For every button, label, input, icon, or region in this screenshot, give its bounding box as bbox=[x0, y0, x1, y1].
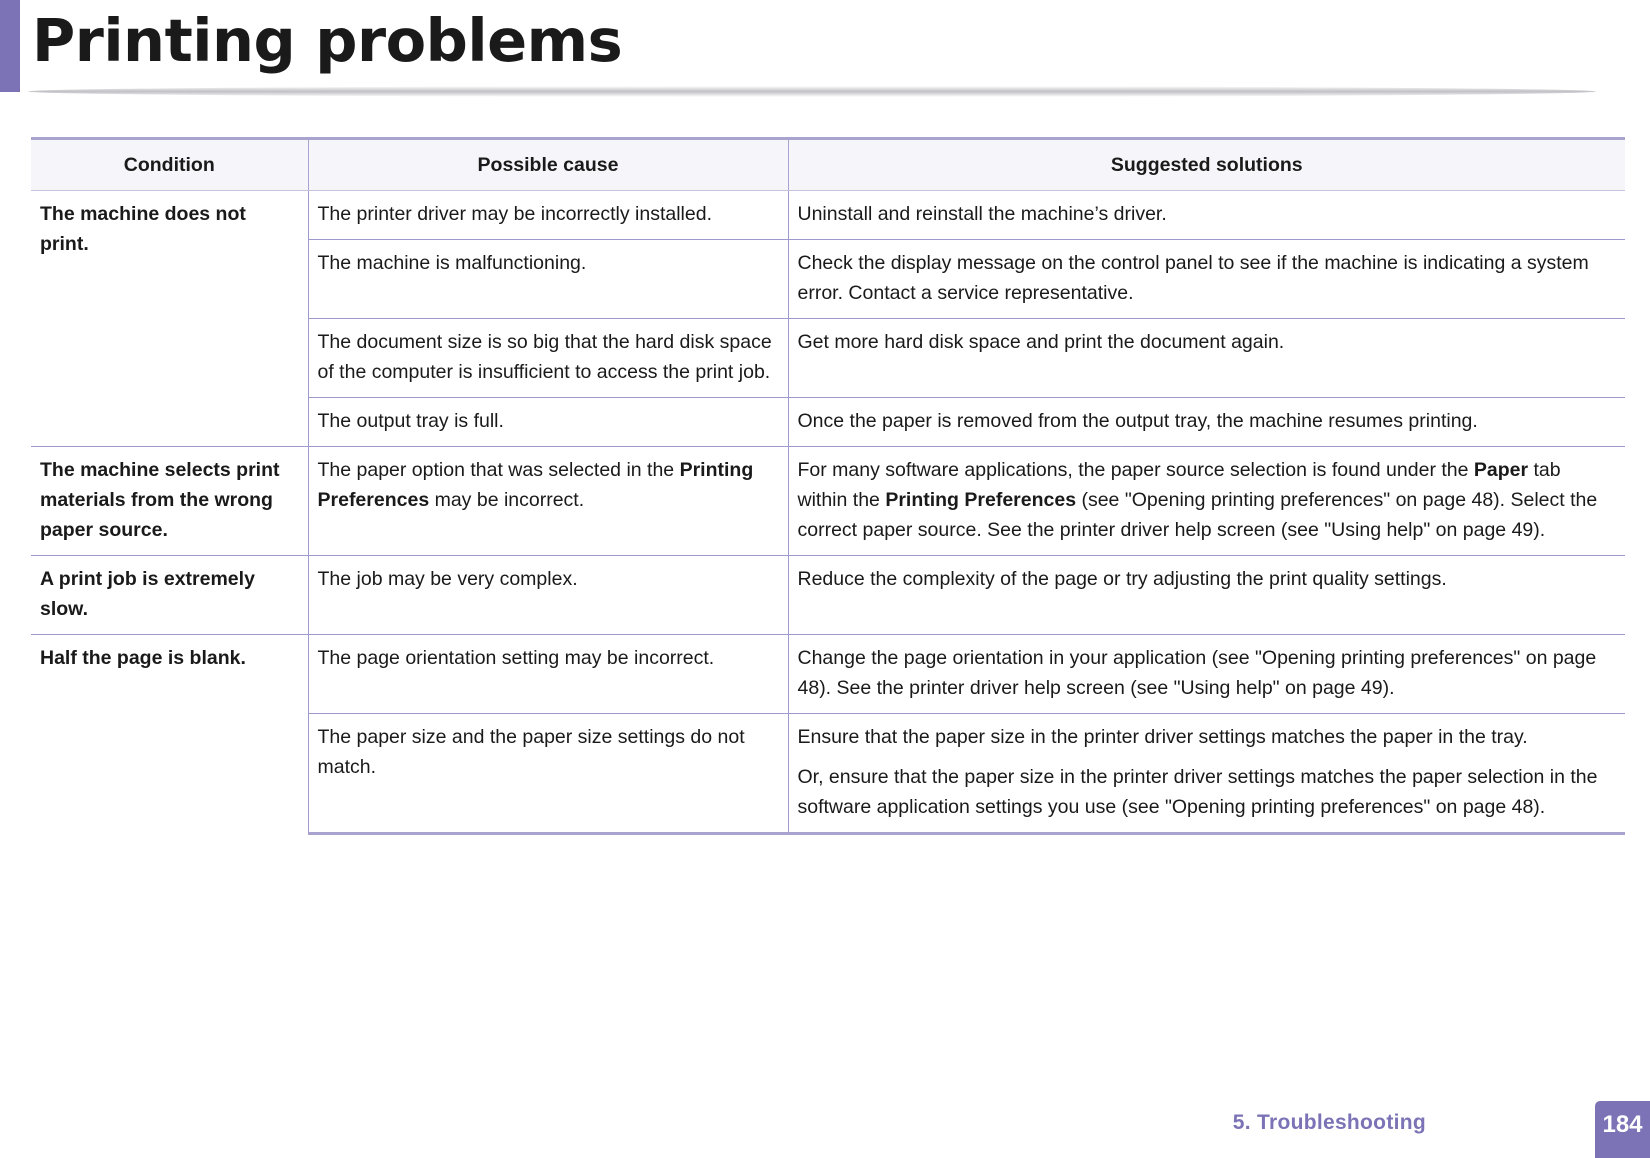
cause-cell: The machine is malfunctioning. bbox=[308, 240, 788, 319]
header-condition: Condition bbox=[31, 139, 308, 191]
condition-cell: Half the page is blank. bbox=[31, 635, 308, 834]
solution-cell: Once the paper is removed from the output tray, the machine resumes printing. bbox=[788, 398, 1625, 447]
header-possible-cause: Possible cause bbox=[308, 139, 788, 191]
solution-paragraph: Ensure that the paper size in the printer driver settings matches the paper in the tray. bbox=[797, 726, 1528, 748]
title-underline bbox=[28, 86, 1596, 97]
table-header-row bbox=[31, 139, 1625, 191]
page-number-badge: 184 bbox=[1595, 1101, 1650, 1158]
cause-cell: The paper size and the paper size settings do not match. bbox=[308, 714, 788, 834]
cause-cell: The document size is so big that the hard disk space of the computer is insufficient to access the print job. bbox=[308, 319, 788, 398]
troubleshooting-table bbox=[31, 137, 1625, 835]
cause-cell: The page orientation setting may be incorrect. bbox=[308, 635, 788, 714]
solution-cell bbox=[788, 714, 1625, 834]
solution-cell: Reduce the complexity of the page or try adjusting the print quality settings. bbox=[788, 556, 1625, 635]
solution-cell bbox=[788, 447, 1625, 556]
condition-cell: A print job is extremely slow. bbox=[31, 556, 308, 635]
cause-text: The paper option that was selected in the bbox=[317, 459, 675, 481]
paper-tab-term: Paper bbox=[1473, 459, 1529, 481]
table-row bbox=[31, 556, 1625, 635]
cause-cell: The printer driver may be incorrectly installed. bbox=[308, 191, 788, 240]
table-row bbox=[31, 447, 1625, 556]
title-accent-bar bbox=[0, 0, 20, 92]
table-row bbox=[31, 191, 1625, 240]
cause-cell: The job may be very complex. bbox=[308, 556, 788, 635]
solution-cell: Uninstall and reinstall the machine’s driver. bbox=[788, 191, 1625, 240]
table-row bbox=[31, 635, 1625, 714]
printing-preferences-term: Printing Preferences bbox=[885, 489, 1077, 511]
printing-preferences-term: Printing Preferences bbox=[317, 459, 754, 511]
condition-cell: The machine selects print materials from the wrong paper source. bbox=[31, 447, 308, 556]
solution-text: tab within the bbox=[797, 459, 1561, 511]
cause-cell: The output tray is full. bbox=[308, 398, 788, 447]
condition-cell: The machine does not print. bbox=[31, 191, 308, 447]
page-title: Printing problems bbox=[32, 6, 623, 75]
header-suggested-solutions: Suggested solutions bbox=[788, 139, 1625, 191]
solution-cell: Change the page orientation in your application (see "Opening printing preferences" on page 48). See the printer driver help screen (see "Using help" on page 49). bbox=[788, 635, 1625, 714]
cause-text: may be incorrect. bbox=[434, 489, 585, 511]
solution-cell: Get more hard disk space and print the document again. bbox=[788, 319, 1625, 398]
footer-chapter-label: 5. Troubleshooting bbox=[1232, 1111, 1426, 1134]
solution-text: (see "Opening printing preferences" on page 48). Select the correct paper source. See the printer driver help screen (see "Using help" on page 49). bbox=[797, 489, 1598, 541]
cause-cell bbox=[308, 447, 788, 556]
solution-cell: Check the display message on the control panel to see if the machine is indicating a system error. Contact a service representative. bbox=[788, 240, 1625, 319]
solution-paragraph: Or, ensure that the paper size in the printer driver settings matches the paper selection in the software application settings you use (see "Opening printing preferences" on page 48). bbox=[797, 766, 1598, 818]
solution-text: For many software applications, the paper source selection is found under the bbox=[797, 459, 1469, 481]
